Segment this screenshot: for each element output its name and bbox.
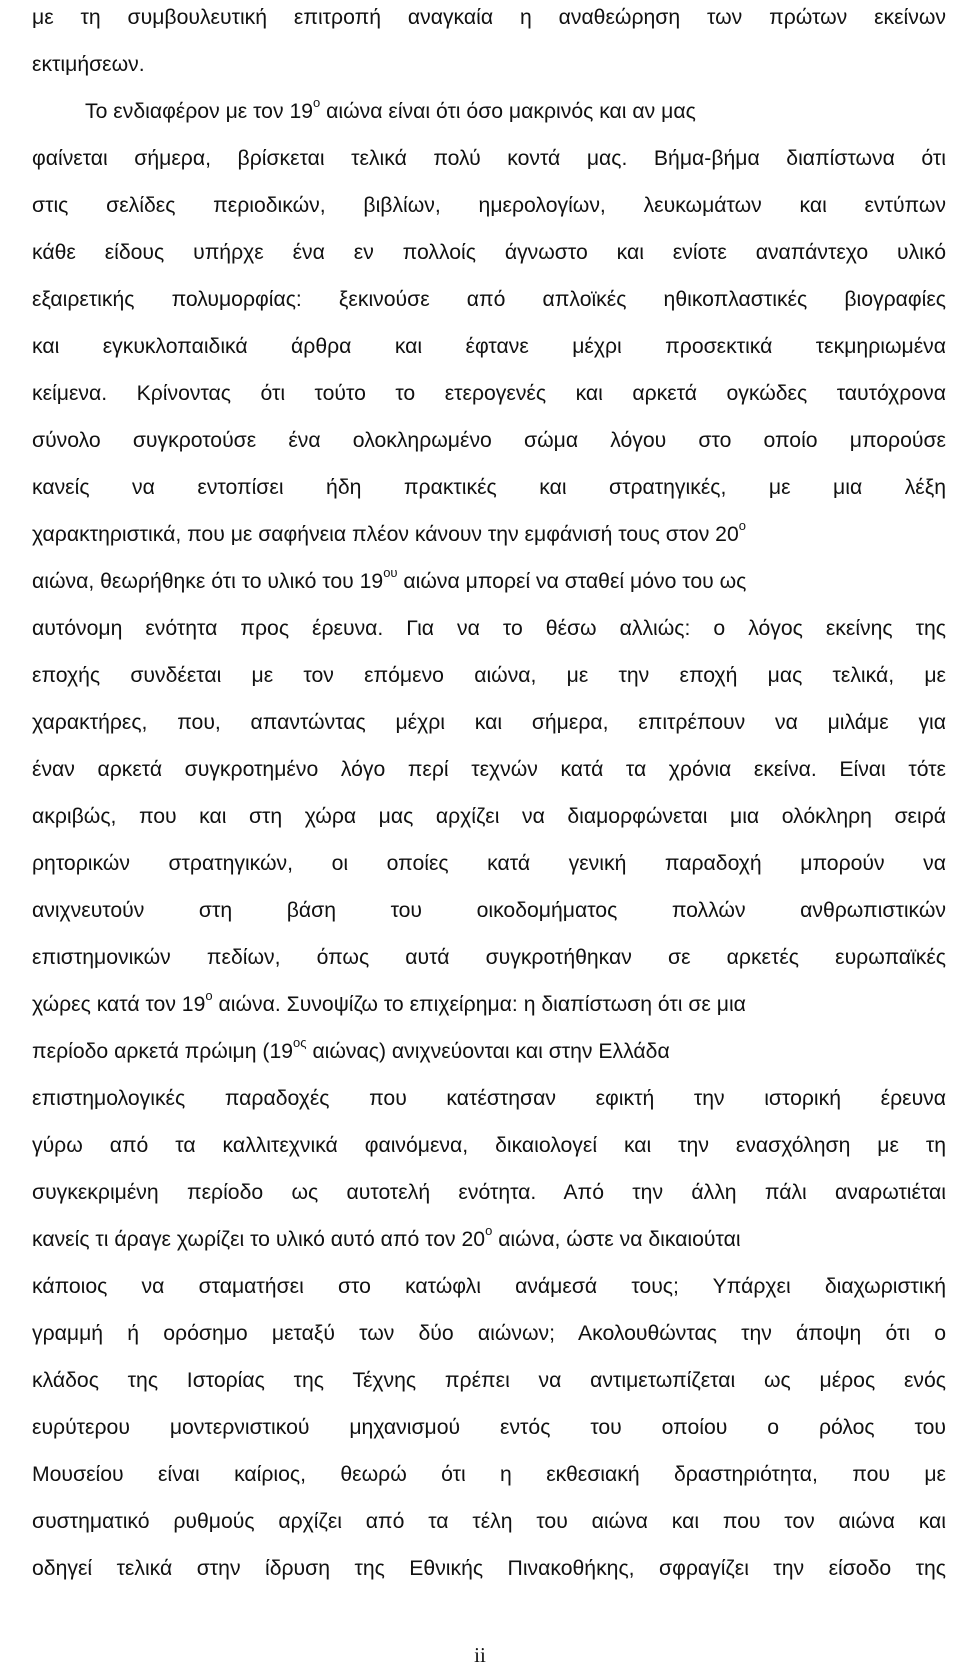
text-line: συστηματικό ρυθμούς αρχίζει από τα τέλη του αιώνα και που τον αιώνα και [32, 1510, 946, 1533]
text-line: χαρακτηριστικά, που με σαφήνεια πλέον κάνουν την εμφάνισή τους στον $20^o$ [32, 517, 746, 546]
text-line: Μουσείου είναι καίριος, θεωρώ ότι η εκθεσιακή δραστηριότητα, που με [32, 1463, 946, 1486]
text-line: γραμμή ή ορόσημο μεταξύ των δύο αιώνων; Ακολουθώντας την άποψη ότι ο [32, 1322, 946, 1345]
text-line: ανιχνευτούν στη βάση του οικοδομήματος πολλών ανθρωπιστικών [32, 899, 946, 922]
text-line: γύρω από τα καλλιτεχνικά φαινόμενα, δικαιολογεί και την ενασχόληση με τη [32, 1134, 946, 1157]
text-line: στις σελίδες περιοδικών, βιβλίων, ημερολογίων, λευκωμάτων και εντύπων [32, 194, 946, 217]
text-line: κάθε είδους υπήρχε ένα εν πολλοίς άγνωστο και ενίοτε αναπάντεχο υλικό [32, 241, 946, 264]
text-line: εξαιρετικής πολυμορφίας: ξεκινούσε από απλοϊκές ηθικοπλαστικές βιογραφίες [32, 288, 946, 311]
text-line: οδηγεί τελικά στην ίδρυση της Εθνικής Πινακοθήκης, σφραγίζει την είσοδο της [32, 1557, 946, 1580]
text-line: φαίνεται σήμερα, βρίσκεται τελικά πολύ κοντά μας. Βήμα-βήμα διαπίστωνα ότι [32, 147, 946, 170]
text-line: επιστημονικών πεδίων, όπως αυτά συγκροτήθηκαν σε αρκετές ευρωπαϊκές [32, 946, 946, 969]
text-line: έναν αρκετά συγκροτημένο λόγο περί τεχνών κατά τα χρόνια εκείνα. Είναι τότε [32, 758, 946, 781]
text-line: κλάδος της Ιστορίας της Τέχνης πρέπει να αντιμετωπίζεται ως μέρος ενός [32, 1369, 946, 1392]
text-line: σύνολο συγκροτούσε ένα ολοκληρωμένο σώμα λόγου στο οποίο μπορούσε [32, 429, 946, 452]
text-line: κανείς τι άραγε χωρίζει το υλικό αυτό από τον $20^o$ αιώνα, ώστε να δικαιούται [32, 1222, 741, 1251]
text-line: κανείς να εντοπίσει ήδη πρακτικές και στρατηγικές, με μια λέξη [32, 476, 946, 499]
text-line: εκτιμήσεων. [32, 53, 145, 76]
text-line: αυτόνομη ενότητα προς έρευνα. Για να το θέσω αλλιώς: ο λόγος εκείνης της [32, 617, 946, 640]
text-line: εποχής συνδέεται με τον επόμενο αιώνα, με την εποχή μας τελικά, με [32, 664, 946, 687]
text-line: χαρακτήρες, που, απαντώντας μέχρι και σήμερα, επιτρέπουν να μιλάμε για [32, 711, 946, 734]
text-line: Το ενδιαφέρον με τον $19^o$ αιώνα είναι ότι όσο μακρινός και αν μας [85, 94, 696, 123]
text-line: συγκεκριμένη περίοδο ως αυτοτελή ενότητα. Από την άλλη πάλι αναρωτιέται [32, 1181, 946, 1204]
text-line: ευρύτερου μοντερνιστικού μηχανισμού εντός του οποίου ο ρόλος του [32, 1416, 946, 1439]
text-line: αιώνα, θεωρήθηκε ότι το υλικό του $19^{o\upsilon}$ αιώνα μπορεί να σταθεί μόνο του ως [32, 564, 747, 593]
text-line: κάποιος να σταματήσει στο κατώφλι ανάμεσά τους; Υπάρχει διαχωριστική [32, 1275, 946, 1298]
text-line: με τη συμβουλευτική επιτροπή αναγκαία η αναθεώρηση των πρώτων εκείνων [32, 6, 946, 29]
text-line: επιστημολογικές παραδοχές που κατέστησαν εφικτή την ιστορική έρευνα [32, 1087, 946, 1110]
text-line: κείμενα. Κρίνοντας ότι τούτο το ετερογενές και αρκετά ογκώδες ταυτόχρονα [32, 382, 946, 405]
page-number: ii [474, 1643, 486, 1667]
text-line: και εγκυκλοπαιδικά άρθρα και έφτανε μέχρι προσεκτικά τεκμηριωμένα [32, 335, 946, 358]
text-line: ρητορικών στρατηγικών, οι οποίες κατά γενική παραδοχή μπορούν να [32, 852, 946, 875]
text-line: ακριβώς, που και στη χώρα μας αρχίζει να διαμορφώνεται μια ολόκληρη σειρά [32, 805, 946, 828]
text-line: χώρες κατά τον $19^o$ αιώνα. Συνοψίζω το επιχείρημα: η διαπίστωση ότι σε μια [32, 987, 746, 1016]
document-body [32, 0, 946, 1592]
text-line: περίοδο αρκετά πρώιμη ($19^{o\varsigma}$ αιώνας) ανιχνεύονται και στην Ελλάδα [32, 1034, 670, 1063]
